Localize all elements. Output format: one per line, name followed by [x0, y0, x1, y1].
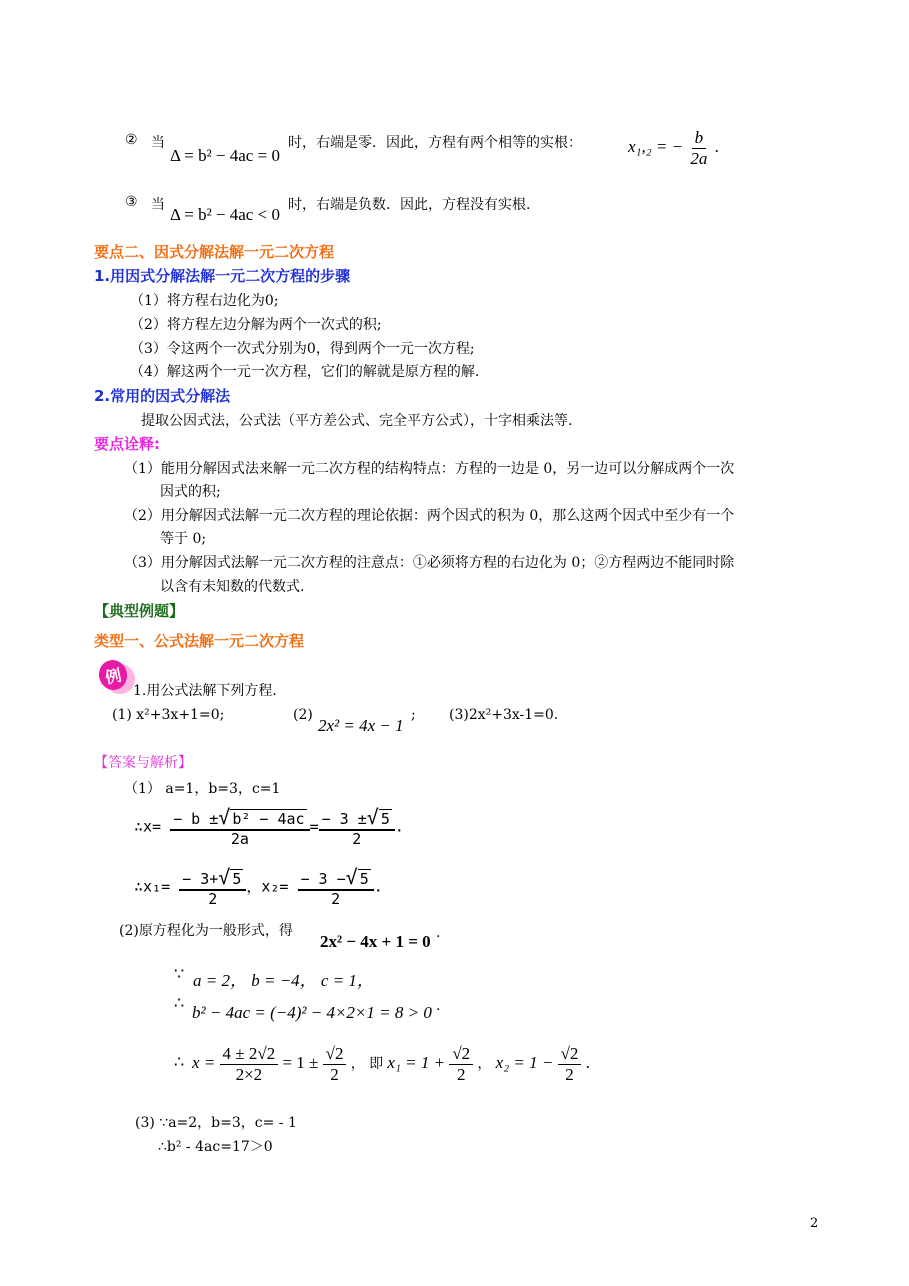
question-1: 1.用公式法解下列方程. [133, 683, 277, 699]
answer-2-disc-end: . [436, 998, 441, 1014]
x2-fraction: $\frac{- 3 -√ 5}{2}$ [298, 866, 374, 908]
case3-delta: Δ = b² − 4ac < 0 [170, 205, 280, 224]
step-4: （4）解这两个一元一次方程，它们的解就是原方程的解. [130, 364, 480, 380]
answer-heading: 【答案与解析】 [94, 755, 192, 771]
quadratic-formula: ∴x= $\frac{\text{− b ±√ b² − 4ac}}{2a}$ = $\frac{- 3 \pm√ 5}{2}$ . [134, 805, 404, 848]
step-3: （3）令这两个一次式分别为0，得到两个一元一次方程; [130, 341, 475, 357]
case2-number: ② [125, 132, 138, 148]
case2-delta: Δ = b² − 4ac = 0 [170, 146, 280, 165]
case2-root-formula: x₁,₂ = − $\frac{b}{2a}$ . [628, 128, 719, 168]
formula-fraction: $\frac{\text{− b ±√ b² − 4ac}}{2a}$ [170, 806, 309, 848]
section2-heading: 要点二、因式分解法解一元二次方程 [94, 243, 335, 261]
problem-2-equation: 2x² = 4x − 1 [318, 716, 404, 735]
problem-3: (3)2x²+3x-1=0. [449, 707, 559, 723]
answer-3-coeffs: (3) ∵a=2，b=3，c= - 1 [135, 1115, 297, 1131]
answer-2-discriminant: b² − 4ac = (−4)² − 4×2×1 = 8 > 0 [192, 1003, 432, 1022]
type1-heading: 类型一、公式法解一元二次方程 [94, 632, 305, 650]
therefore-symbol-1: ∴ [174, 993, 185, 1012]
formula-result-fraction: $\frac{- 3 \pm√ 5}{2}$ [319, 806, 395, 848]
note-1-line1: （1）能用分解因式法来解一元二次方程的结构特点：方程的一边是 0，另一边可以分解成两个一次 [124, 461, 735, 477]
answer-2-end: . [436, 925, 441, 941]
step-1: （1）将方程右边化为0; [130, 293, 279, 309]
note-1-line2: 因式的积; [160, 484, 221, 500]
case3-number: ③ [125, 194, 138, 210]
x-fraction: $\frac{4 \pm 2√2}{2\times 2}$ [220, 1044, 279, 1084]
methods-text: 提取公因式法，公式法（平方差公式、完全平方公式），十字相乘法等. [141, 413, 573, 429]
answer-1-coeffs: （1） a=1，b=3，c=1 [124, 781, 281, 797]
therefore-symbol-2: ∴ [174, 1052, 185, 1071]
roots-line-1: ∴x₁= $\frac{- 3+√ 5}{2}$ ，x₂= $\frac{- 3 -√ 5}{2}$ . [134, 865, 383, 908]
examples-heading: 【典型例题】 [94, 602, 185, 620]
note-2-line1: （2）用分解因式法解一元二次方程的理论依据：两个因式的积为 0，那么这两个因式中至少有一个 [124, 508, 735, 524]
example-icon: 例 [96, 657, 130, 692]
problem-1: (1) x²+3x+1=0; [112, 707, 225, 723]
x2-sqrt2-over-2: $\frac{√2}{2}$ [558, 1044, 582, 1084]
notes-heading: 要点诠释: [94, 435, 160, 453]
note-3-line2: 以含有未知数的代数式. [160, 579, 305, 595]
sub2-heading: 2.常用的因式分解法 [94, 387, 231, 405]
page-number: 2 [810, 1216, 819, 1231]
sub1-heading: 1.用因式分解法解一元二次方程的步骤 [94, 267, 351, 285]
problem-2-end: ; [411, 707, 416, 723]
x1-fraction: $\frac{- 3+√ 5}{2}$ [179, 866, 246, 908]
answer-2-equation: 2x² − 4x + 1 = 0 [320, 932, 431, 951]
note-2-line2: 等于 0; [160, 531, 207, 547]
case3-text: 时，右端是负数．因此，方程没有实根. [288, 197, 531, 213]
case2-dang: 当 [151, 135, 165, 151]
answer-2-text: (2)原方程化为一般形式，得 [119, 923, 293, 939]
step-2: （2）将方程左边分解为两个一次式的积; [130, 317, 382, 333]
problem-2-label: (2) [293, 707, 313, 723]
x1-sqrt2-over-2: $\frac{√2}{2}$ [449, 1044, 473, 1084]
because-symbol: ∵ [174, 964, 185, 983]
case2-text: 时，右端是零．因此，方程有两个相等的实根： [288, 135, 582, 151]
answer-2-solution: x = $\frac{4 \pm 2√2}{2\times 2}$ = 1 ± $\frac{√2}{2}$ ， 即 x₁ = 1 + $\frac{√2}{2}$ ， x₂ = 1 − $\frac{√2}{2}$ . [192, 1044, 590, 1084]
answer-3-discriminant: ∴b² - 4ac=17＞0 [158, 1139, 273, 1155]
case3-dang: 当 [151, 197, 165, 213]
note-3-line1: （3）用分解因式法解一元二次方程的注意点：①必须将方程的右边化为 0；②方程两边不能同时除 [124, 555, 735, 571]
answer-2-coeffs: a = 2， b = −4， c = 1， [193, 971, 374, 990]
b-over-2a-fraction: $\frac{b}{2a}$ [690, 128, 708, 168]
sqrt2-over-2: $\frac{√2}{2}$ [323, 1044, 347, 1084]
